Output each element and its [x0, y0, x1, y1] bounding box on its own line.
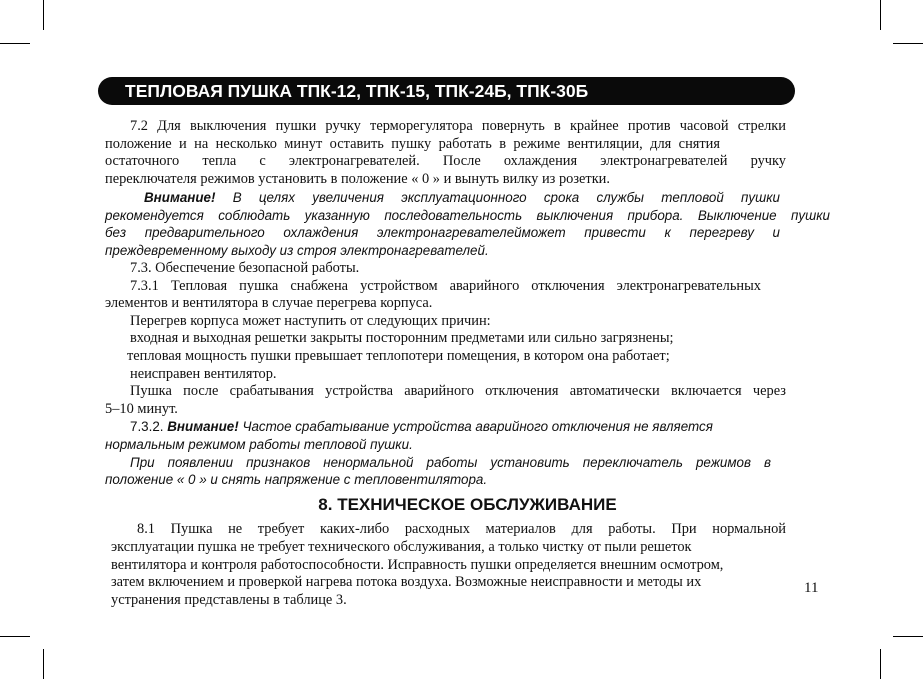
crop-mark — [43, 0, 44, 30]
crop-mark — [880, 0, 881, 30]
warning-label: Внимание! — [144, 190, 216, 205]
paragraph-line: Пушка после срабатывания устройства аварийного отключения автоматически включается через — [130, 383, 786, 399]
crop-mark — [0, 636, 30, 637]
warning-line: При появлении признаков ненормальной работы установить переключатель режимов в — [130, 455, 771, 470]
header-bar — [98, 77, 795, 105]
list-item: тепловая мощность пушки превышает теплопотери помещения, в котором она работает; — [127, 348, 670, 364]
warning-line: преждевременному выходу из строя электронагревателей. — [105, 243, 489, 258]
list-item: входная и выходная решетки закрыты посторонним предметами или сильно загрязнены; — [130, 330, 674, 346]
warning-line — [144, 189, 780, 206]
paragraph-line: остаточного тепла с электронагревателей. После охлаждения электронагревателей ручку — [105, 153, 786, 169]
warning-line: без предварительного охлаждения электронагревателейможет привести к перегреву и — [105, 225, 780, 240]
page-title: ТЕПЛОВАЯ ПУШКА ТПК-12, ТПК-15, ТПК-24Б, ТПК-30Б — [125, 81, 589, 101]
page-number: 11 — [804, 580, 819, 596]
section-heading: 7.3. Обеспечение безопасной работы. — [130, 260, 360, 276]
paragraph-line: 5–10 минут. — [105, 401, 178, 417]
paragraph-line: затем включением и проверкой нагрева потока воздуха. Возможные неисправности и методы их — [111, 574, 702, 590]
paragraph-line: вентилятора и контроля работоспособности. Исправность пушки определяется внешним осмотром, — [111, 557, 724, 573]
paragraph-line: положение и на несколько минут оставить пушку работать в режиме вентиляции, для снятия — [105, 136, 720, 152]
warning-line — [130, 418, 781, 435]
warning-line: рекомендуется соблюдать указанную последовательность выключения прибора. Выключение пушки — [105, 208, 830, 223]
paragraph-line: Перегрев корпуса может наступить от следующих причин: — [130, 313, 491, 329]
crop-mark — [880, 649, 881, 679]
warning-label: Внимание! — [167, 419, 239, 434]
paragraph-line: элементов и вентилятора в случае перегрева корпуса. — [105, 295, 433, 311]
paragraph-line: устранения представлены в таблице 3. — [111, 592, 347, 608]
crop-mark — [893, 636, 923, 637]
paragraph-line: 7.3.1 Тепловая пушка снабжена устройством аварийного отключения электронагревательных — [130, 278, 761, 294]
crop-mark — [0, 43, 30, 44]
section-title: 8. ТЕХНИЧЕСКОЕ ОБСЛУЖИВАНИЕ — [318, 495, 617, 514]
warning-line: нормальным режимом работы тепловой пушки. — [105, 437, 413, 452]
paragraph-line: переключателя режимов установить в положение « 0 » и вынуть вилку из розетки. — [105, 171, 610, 187]
paragraph-line: 7.2 Для выключения пушки ручку терморегулятора повернуть в крайнее против часовой стрелки — [130, 118, 786, 134]
warning-text: Частое срабатывание устройства аварийного отключения не является — [242, 419, 713, 434]
list-item: неисправен вентилятор. — [130, 366, 277, 382]
paragraph-line: 8.1 Пушка не требует каких-либо расходных материалов для работы. При нормальной — [137, 521, 786, 537]
crop-mark — [893, 43, 923, 44]
warning-text: В целях увеличения эксплуатационного срока службы тепловой пушки — [232, 190, 780, 205]
section-number: 7.3.2. — [130, 419, 164, 434]
crop-mark — [43, 649, 44, 679]
warning-line: положение « 0 » и снять напряжение с тепловентилятора. — [105, 472, 488, 487]
paragraph-line: эксплуатации пушка не требует технического обслуживания, а только чистку от пыли решеток — [111, 539, 692, 555]
